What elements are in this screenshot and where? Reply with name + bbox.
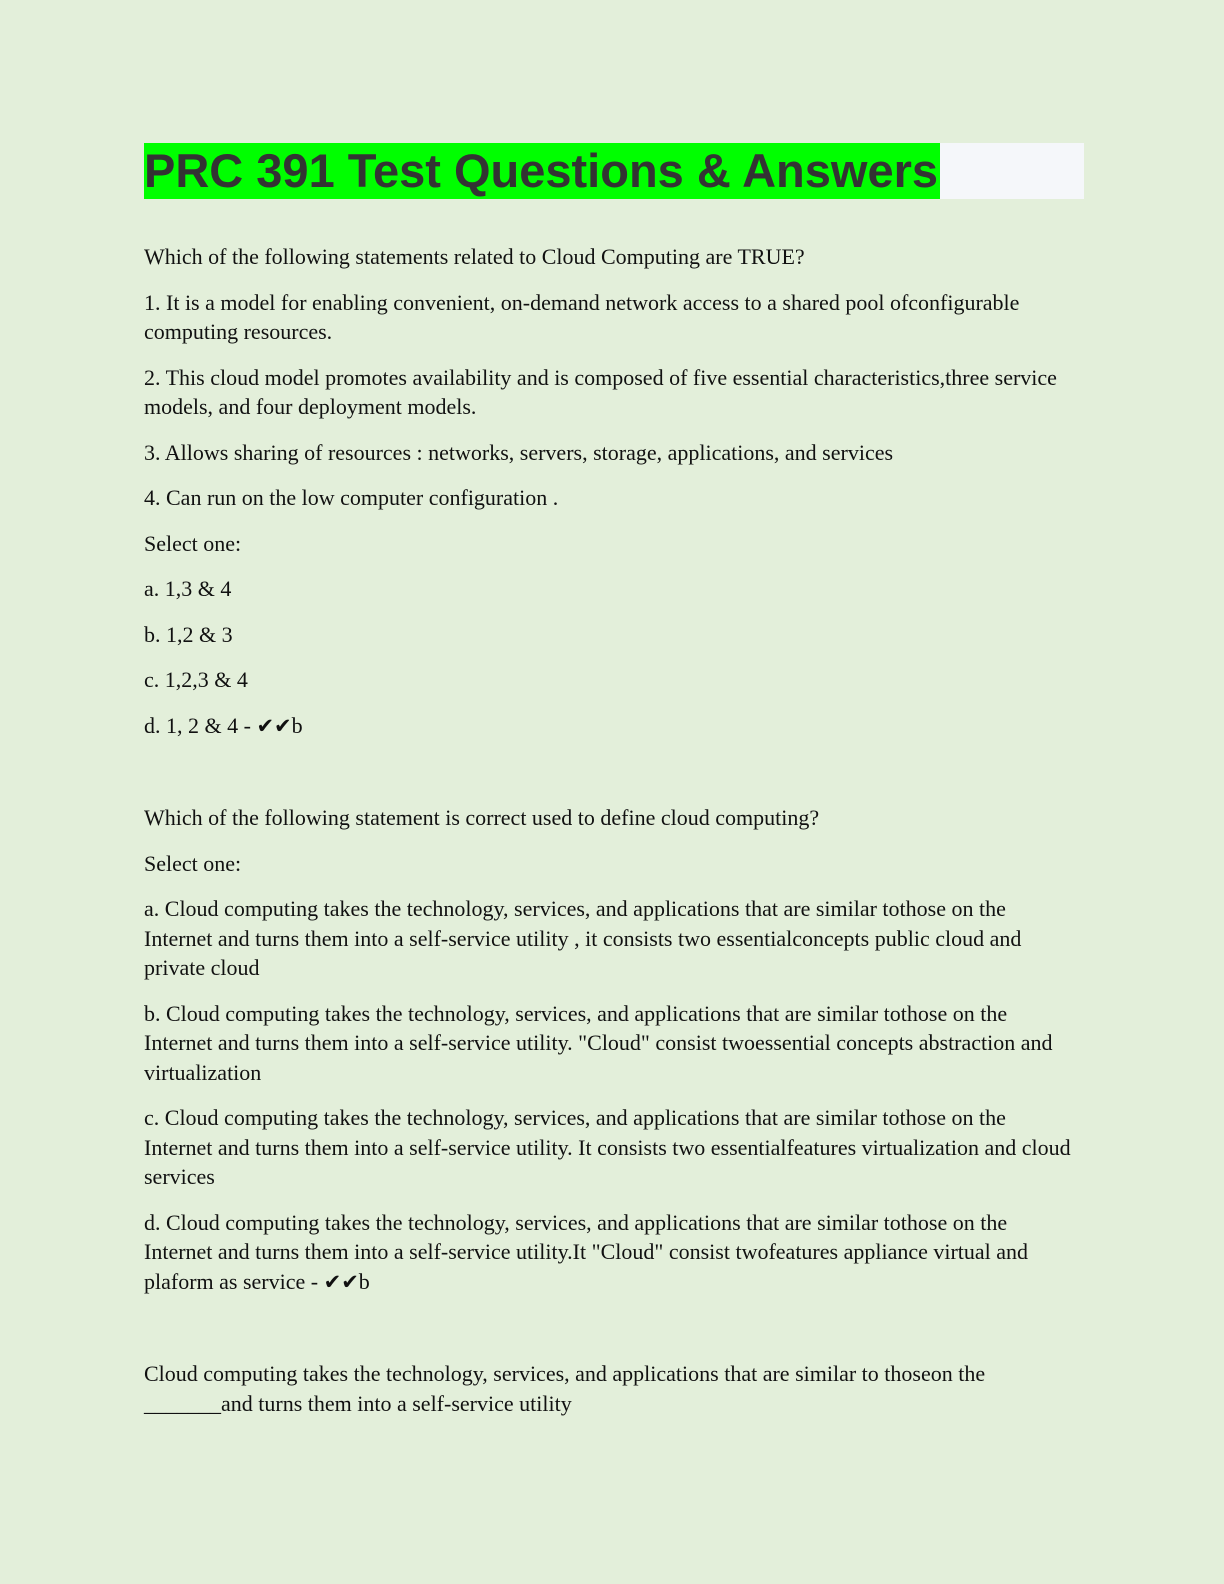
q1-statement-4: 4. Can run on the low computer configuration . (144, 485, 559, 510)
q1-select-label: Select one: (144, 530, 242, 556)
q1-option-b: b. 1,2 & 3 (144, 621, 233, 647)
q1-statement-1: 1. It is a model for enabling convenient, on-demand network access to a shared pool ofconfigurable computing resources. (144, 289, 1020, 344)
question-3: Cloud computing takes the technology, services, and applications that are similar to thoseon the _______and turns them into a self-service utility (144, 1361, 986, 1416)
q2-answer: b (358, 1268, 370, 1294)
check-mark-icon: ✔✔ (323, 1269, 359, 1294)
q1-answer: b (291, 712, 303, 738)
q2-option-d (144, 1208, 1074, 1298)
section-gap (144, 757, 1074, 803)
q2-select-label: Select one: (144, 850, 242, 876)
page-title: PRC 391 Test Questions & Answers (144, 144, 939, 197)
q1-option-d-text: d. 1, 2 & 4 - (144, 712, 257, 738)
q1-option-c: c. 1,2,3 & 4 (144, 667, 248, 692)
question-2: Which of the following statement is correct used to define cloud computing? (144, 805, 820, 830)
q2-option-d-text: d. Cloud computing takes the technology, services, and applications that are similar tothose on the Internet and turns them into a self-service utility.It "Cloud" consist twofeatures appliance virtual and plaform as service - (144, 1209, 1029, 1294)
check-mark-icon: ✔✔ (256, 713, 292, 738)
question-1: Which of the following statements related to Cloud Computing are TRUE? (144, 244, 805, 269)
q1-statement-3: 3. Allows sharing of resources : networks, servers, storage, applications, and services (144, 439, 894, 465)
document-body (144, 242, 1074, 1434)
q1-option-d (144, 711, 1074, 742)
q2-option-b: b. Cloud computing takes the technology, services, and applications that are similar tothose on the Internet and turns them into a self-service utility. "Cloud" consist twoessential concepts abstraction and virtualization (144, 1000, 1053, 1085)
q2-option-a: a. Cloud computing takes the technology, services, and applications that are similar tothose on the Internet and turns them into a self-service utility , it consists two essentialconcepts public cloud and private cloud (144, 896, 1022, 980)
q1-option-a: a. 1,3 & 4 (144, 576, 232, 601)
section-gap (144, 1313, 1074, 1359)
q2-option-c: c. Cloud computing takes the technology, services, and applications that are similar tothose on the Internet and turns them into a self-service utility. It consists two essentialfeatures virtualization and cloud services (144, 1105, 1071, 1189)
q1-statement-2: 2. This cloud model promotes availability and is composed of five essential characteristics,three service models, and four deployment models. (144, 364, 1057, 419)
